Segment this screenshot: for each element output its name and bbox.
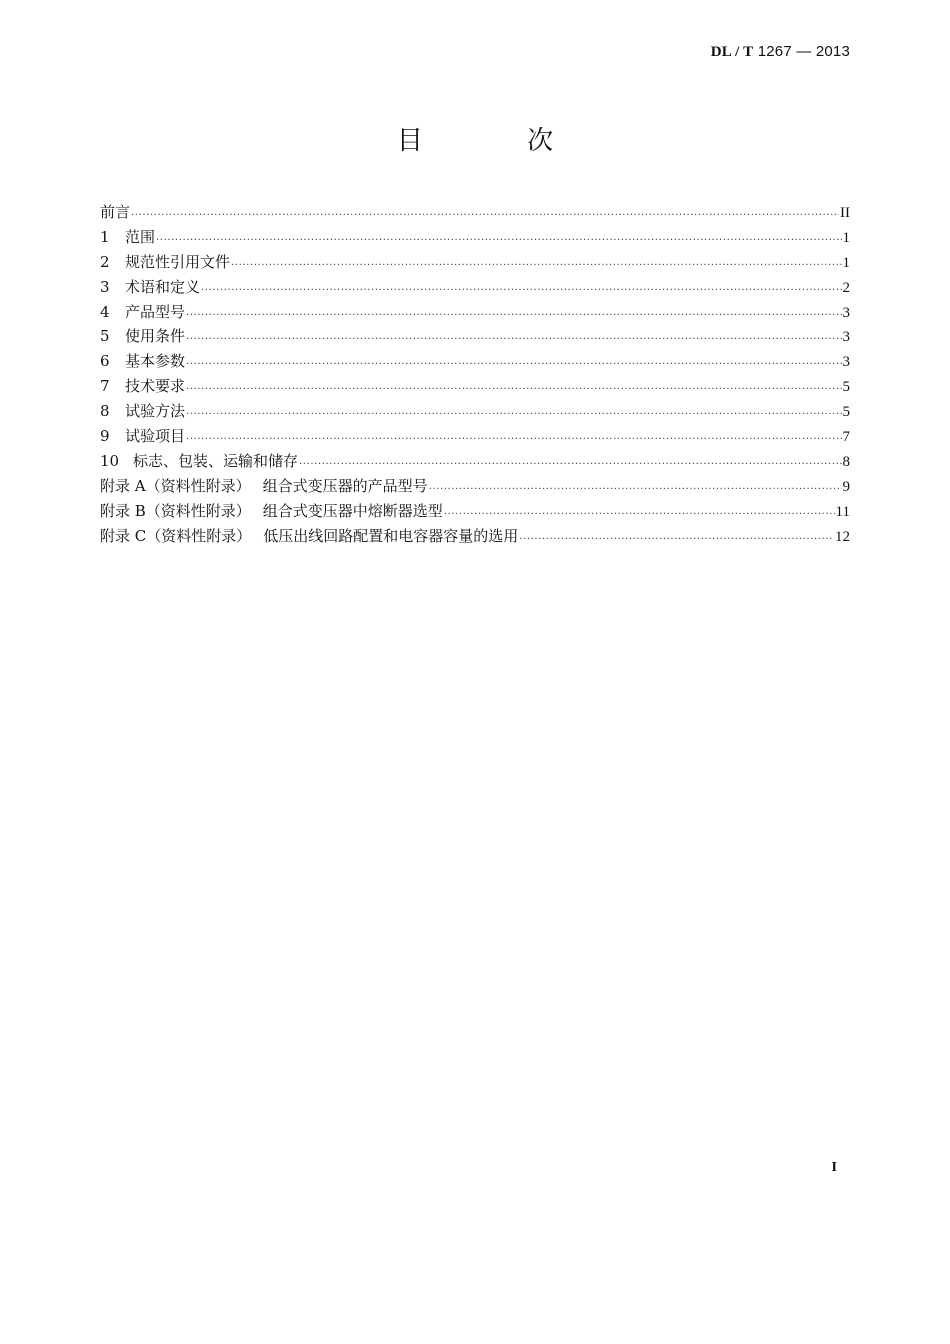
toc-entry-label: 标志、包装、运输和储存 — [133, 451, 299, 470]
toc-entry-label: 规范性引用文件 — [125, 252, 231, 271]
toc-leader-dots — [156, 226, 841, 251]
toc-entry-label: 试验项目 — [125, 427, 186, 446]
toc-entry[interactable] — [100, 424, 850, 449]
toc-entry-page: 5 — [842, 379, 850, 396]
toc-leader-dots — [131, 201, 839, 226]
toc-entry-page: 7 — [842, 429, 850, 446]
toc-entry-page: 1 — [842, 229, 850, 246]
toc-leader-dots — [186, 400, 841, 425]
toc-entry-page: 11 — [835, 503, 850, 520]
toc-entry-label: 产品型号 — [125, 302, 186, 321]
toc-entry[interactable] — [100, 399, 850, 424]
page-title: 目 次 — [396, 126, 602, 156]
toc-entry[interactable] — [100, 449, 850, 474]
toc-entry-page: 9 — [842, 478, 850, 495]
toc-entry-number: 9 — [100, 427, 110, 446]
toc-leader-dots — [186, 350, 841, 375]
toc-entry-label: 低压出线回路配置和电容器容量的选用 — [263, 526, 519, 545]
toc-leader-dots — [519, 525, 834, 550]
toc-entry-number: 1 — [100, 227, 110, 246]
standard-code-prefix: DL / T — [710, 44, 754, 60]
toc-entry-label: 技术要求 — [125, 377, 186, 396]
toc-entry-number: 6 — [100, 352, 110, 371]
toc-entry-label: 术语和定义 — [125, 277, 201, 296]
toc-leader-dots — [299, 450, 841, 475]
toc-entry[interactable] — [100, 200, 850, 225]
appendix-prefix: 附录 B（资料性附录） — [100, 501, 251, 520]
page-number: I — [831, 1160, 837, 1175]
toc-entry-label: 使用条件 — [125, 327, 186, 346]
toc-entry[interactable] — [100, 349, 850, 374]
toc-entry-page: 3 — [842, 329, 850, 346]
appendix-prefix: 附录 C（资料性附录） — [100, 526, 252, 545]
toc-entry-page: 3 — [842, 304, 850, 321]
toc-entry-appendix[interactable] — [100, 474, 850, 499]
toc-entry[interactable] — [100, 324, 850, 349]
toc-entry-page: 5 — [842, 404, 850, 421]
toc-entry-number: 10 — [100, 451, 120, 470]
toc-entry[interactable] — [100, 275, 850, 300]
standard-code-number: 1267 — 2013 — [753, 43, 850, 60]
toc-entry-number: 5 — [100, 327, 110, 346]
table-of-contents — [100, 200, 850, 548]
toc-entry-number: 8 — [100, 402, 110, 421]
toc-entry-page: 8 — [842, 453, 850, 470]
toc-entry-label: 基本参数 — [125, 352, 186, 371]
toc-entry-label: 组合式变压器的产品型号 — [262, 476, 428, 495]
toc-entry-label: 组合式变压器中熔断器选型 — [262, 501, 443, 520]
toc-entry-number: 3 — [100, 277, 110, 296]
standard-code — [711, 43, 850, 61]
toc-entry-number: 4 — [100, 302, 110, 321]
toc-entry[interactable] — [100, 374, 850, 399]
toc-entry-label: 试验方法 — [125, 402, 186, 421]
toc-leader-dots — [186, 301, 841, 326]
appendix-prefix: 附录 A（资料性附录） — [100, 476, 251, 495]
toc-leader-dots — [231, 251, 841, 276]
toc-entry[interactable] — [100, 225, 850, 250]
toc-entry-label: 范围 — [125, 227, 156, 246]
toc-entry-page: 2 — [842, 279, 850, 296]
toc-entry-number: 7 — [100, 377, 110, 396]
toc-leader-dots — [429, 475, 842, 500]
toc-entry-appendix[interactable] — [100, 499, 850, 524]
toc-entry-page: 12 — [835, 528, 850, 545]
toc-entry[interactable] — [100, 250, 850, 275]
toc-entry-page: II — [840, 205, 850, 221]
toc-entry-label: 前言 — [100, 203, 131, 221]
toc-leader-dots — [186, 425, 841, 450]
toc-leader-dots — [186, 375, 841, 400]
toc-leader-dots — [444, 500, 835, 525]
toc-leader-dots — [201, 276, 841, 301]
toc-entry-appendix[interactable] — [100, 524, 850, 549]
toc-entry-number: 2 — [100, 252, 110, 271]
toc-entry[interactable] — [100, 300, 850, 325]
toc-leader-dots — [186, 325, 841, 350]
toc-entry-page: 3 — [842, 354, 850, 371]
toc-entry-page: 1 — [842, 254, 850, 271]
